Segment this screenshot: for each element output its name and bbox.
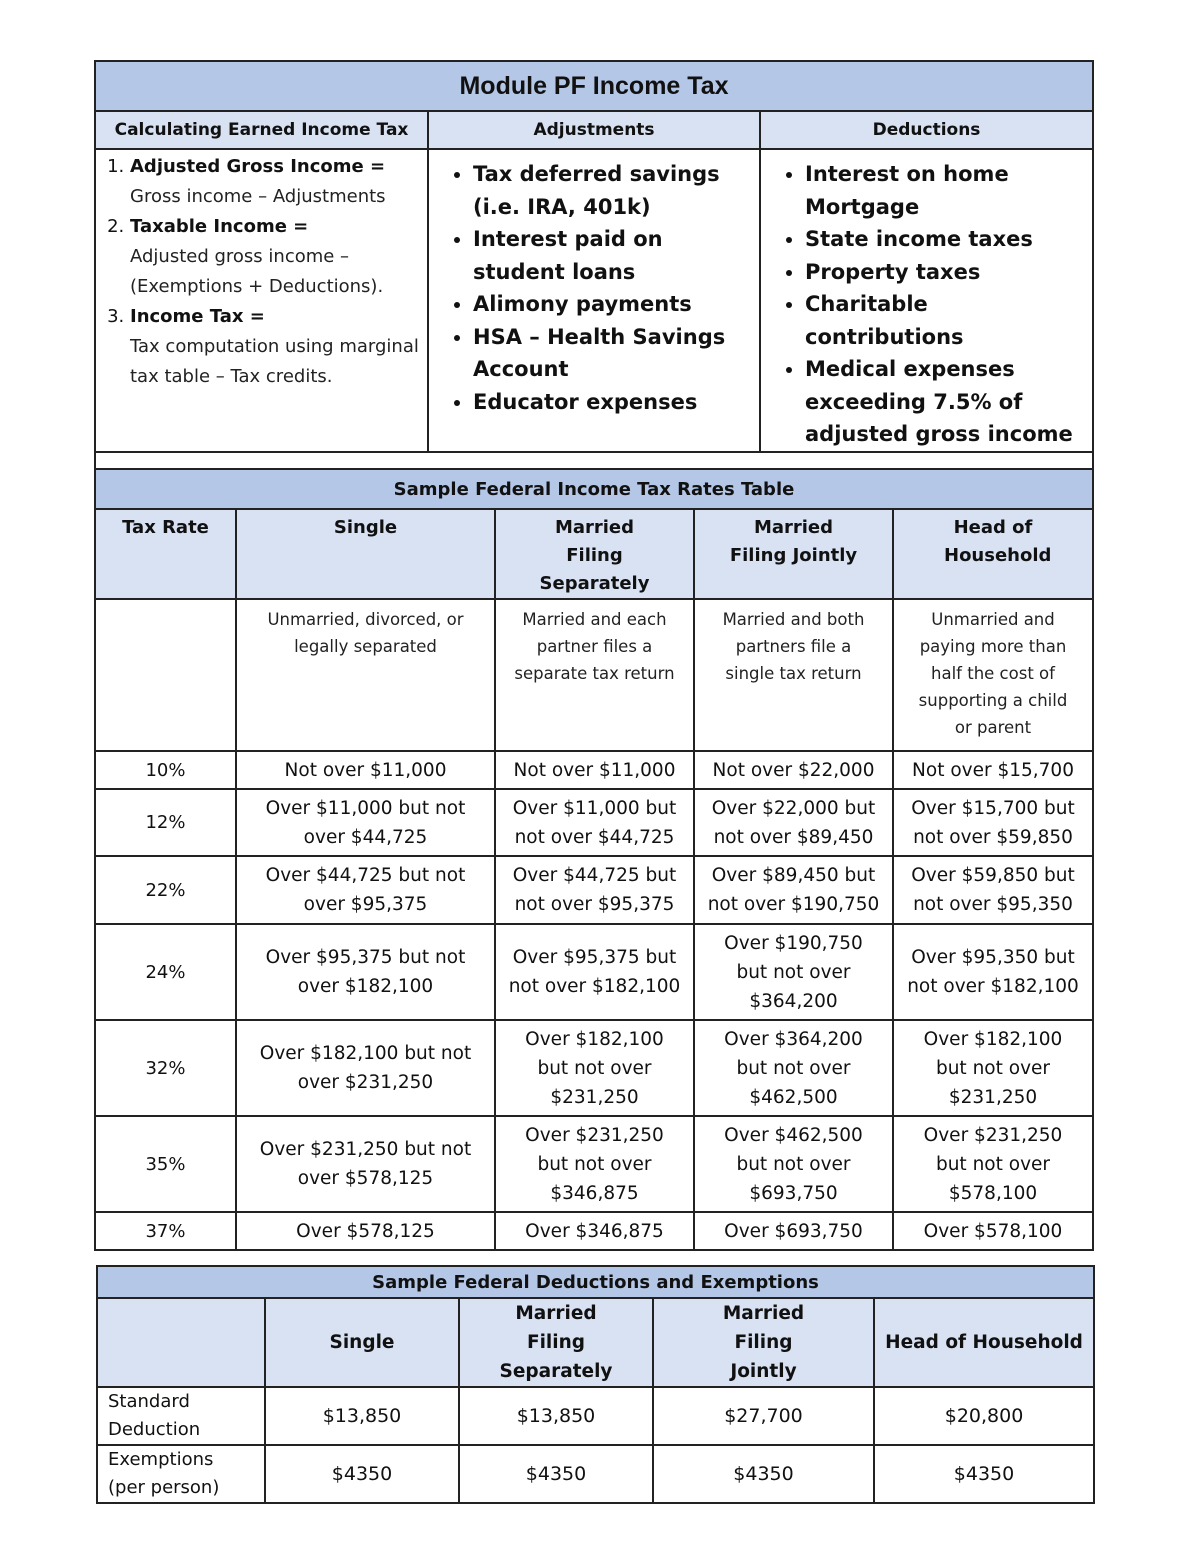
col-header-mfs [495, 509, 694, 599]
tax-rates-table [94, 468, 1094, 1251]
rate-cell: 12% [95, 789, 236, 856]
col-header-mfj [694, 509, 893, 599]
col-header-hoh-text: Head of Household [944, 517, 1052, 566]
step-title: 1. Adjusted Gross Income = [130, 156, 386, 177]
adjustment-item: • HSA – Health Savings Account [473, 321, 759, 386]
step-item [130, 152, 427, 212]
deductions-cell [760, 149, 1093, 452]
col-header-tax-rate: Tax Rate [95, 509, 236, 599]
bracket-text: Over $44,725 but not over $95,375 [512, 865, 677, 915]
bracket-cell [236, 856, 495, 924]
description-text: Unmarried and paying more than half the cost of supporting a child or parent [918, 610, 1068, 737]
table-row [95, 789, 1093, 856]
description-cell [236, 599, 495, 751]
rates-table-title: Sample Federal Income Tax Rates Table [95, 469, 1093, 509]
adjustment-item: • Alimony payments [473, 288, 759, 321]
value-cell: $13,850 [265, 1387, 459, 1445]
bracket-cell: Over $578,100 [893, 1212, 1093, 1250]
table-row [95, 1116, 1093, 1212]
deduction-item: • Medical expenses exceeding 7.5% of adjusted gross income [805, 353, 1092, 451]
table-row [97, 1387, 1094, 1445]
step-title: 3. Income Tax = [130, 306, 265, 327]
bracket-cell [236, 1116, 495, 1212]
description-cell [893, 599, 1093, 751]
bracket-cell: Over $693,750 [694, 1212, 893, 1250]
bracket-cell [893, 924, 1093, 1020]
value-cell: $20,800 [874, 1387, 1094, 1445]
row-label [97, 1387, 265, 1445]
step-item [130, 212, 427, 302]
bracket-cell [495, 1116, 694, 1212]
bracket-cell [495, 1020, 694, 1116]
step-detail: Gross income – Adjustments [130, 186, 386, 207]
bracket-cell [495, 924, 694, 1020]
description-cell [495, 599, 694, 751]
bracket-cell: Over $578,125 [236, 1212, 495, 1250]
deductions-table-title: Sample Federal Deductions and Exemptions [97, 1266, 1094, 1298]
description-text: Married and both partners file a single tax return [722, 610, 865, 683]
step-detail: Tax computation using marginal tax table – Tax credits. [130, 336, 419, 387]
row-label-text: Exemptions (per person) [108, 1449, 220, 1498]
col-header-mfj-text: Married Filing Jointly [729, 517, 858, 566]
bracket-text: Over $190,750 but not over $364,200 [724, 932, 863, 1012]
bracket-cell [694, 856, 893, 924]
value-cell: $4350 [265, 1445, 459, 1503]
bracket-cell [694, 789, 893, 856]
bracket-cell [893, 856, 1093, 924]
col-header-blank [97, 1298, 265, 1387]
bracket-text: Over $231,250 but not over $578,125 [259, 1139, 472, 1189]
rate-cell: 24% [95, 924, 236, 1020]
header-calculating: Calculating Earned Income Tax [95, 111, 428, 149]
bracket-cell [236, 789, 495, 856]
deductions-exemptions-table [96, 1265, 1095, 1504]
table-row [95, 924, 1093, 1020]
bracket-text: Over $95,375 but not over $182,100 [265, 947, 466, 997]
description-cell [694, 599, 893, 751]
bracket-cell: Over $346,875 [495, 1212, 694, 1250]
col-header-mfj-text: Married Filing Jointly [722, 1303, 805, 1382]
value-cell: $13,850 [459, 1387, 653, 1445]
row-label-text: Standard Deduction [108, 1391, 201, 1440]
col-header-mfs [459, 1298, 653, 1387]
header-adjustments: Adjustments [428, 111, 760, 149]
value-cell: $4350 [459, 1445, 653, 1503]
bracket-cell: Not over $15,700 [893, 751, 1093, 789]
bracket-text: Over $11,000 but not over $44,725 [265, 797, 466, 848]
adjustments-cell [428, 149, 760, 452]
bracket-text: Over $95,350 but not over $182,100 [907, 947, 1079, 997]
col-header-mfs-text: Married Filing Separately [539, 517, 650, 594]
bracket-cell [495, 856, 694, 924]
adjustment-item: • Educator expenses [473, 386, 759, 419]
bracket-cell [893, 1020, 1093, 1116]
step-title: 2. Taxable Income = [130, 216, 309, 237]
deduction-item: • Interest on home Mortgage [805, 158, 1092, 223]
adjustments-list [429, 158, 759, 418]
rate-cell: 37% [95, 1212, 236, 1250]
bracket-text: Over $182,100 but not over $231,250 [259, 1043, 472, 1093]
bracket-cell [893, 1116, 1093, 1212]
bracket-cell [893, 789, 1093, 856]
bracket-text: Over $44,725 but not over $95,375 [265, 865, 466, 915]
value-cell: $27,700 [653, 1387, 874, 1445]
bracket-cell [236, 924, 495, 1020]
bracket-text: Over $11,000 but not over $44,725 [512, 797, 677, 848]
bracket-cell [236, 1020, 495, 1116]
calculation-steps [96, 152, 427, 392]
deduction-item: • State income taxes [805, 223, 1092, 256]
col-header-mfs-text: Married Filing Separately [499, 1303, 613, 1382]
rate-cell: 35% [95, 1116, 236, 1212]
bracket-cell: Not over $11,000 [236, 751, 495, 789]
bracket-text: Over $59,850 but not over $95,350 [911, 865, 1075, 915]
header-deductions: Deductions [760, 111, 1093, 149]
module-title: Module PF Income Tax [95, 61, 1093, 111]
col-header-single: Single [236, 509, 495, 599]
table-row [95, 751, 1093, 789]
adjustment-item: • Tax deferred savings (i.e. IRA, 401k) [473, 158, 759, 223]
rate-cell: 32% [95, 1020, 236, 1116]
bracket-text: Over $89,450 but not over $190,750 [707, 865, 880, 915]
bracket-cell [694, 1020, 893, 1116]
bracket-cell [694, 1116, 893, 1212]
bracket-text: Over $15,700 but not over $59,850 [911, 797, 1075, 848]
rate-cell: 10% [95, 751, 236, 789]
rate-cell: 22% [95, 856, 236, 924]
table-row [95, 1020, 1093, 1116]
bracket-text: Over $231,250 but not over $346,875 [525, 1124, 664, 1204]
description-cell [95, 599, 236, 751]
overview-table [94, 60, 1094, 495]
bracket-cell: Not over $22,000 [694, 751, 893, 789]
table-row [95, 856, 1093, 924]
description-text: Unmarried, divorced, or legally separated [267, 610, 464, 656]
bracket-text: Over $364,200 but not over $462,500 [724, 1028, 863, 1108]
table-row [97, 1445, 1094, 1503]
col-header-single: Single [265, 1298, 459, 1387]
deductions-list [761, 158, 1092, 451]
adjustment-item: • Interest paid on student loans [473, 223, 759, 288]
calculation-steps-cell [95, 149, 428, 452]
col-header-hoh: Head of Household [874, 1298, 1094, 1387]
step-item [130, 302, 427, 392]
bracket-text: Over $95,375 but not over $182,100 [508, 947, 681, 997]
bracket-text: Over $231,250 but not over $578,100 [923, 1124, 1063, 1204]
col-header-mfj [653, 1298, 874, 1387]
col-header-hoh [893, 509, 1093, 599]
value-cell: $4350 [653, 1445, 874, 1503]
step-detail: Adjusted gross income – (Exemptions + Deductions). [130, 246, 384, 297]
description-text: Married and each partner files a separate tax return [514, 610, 675, 683]
bracket-text: Over $462,500 but not over $693,750 [724, 1124, 863, 1204]
row-label [97, 1445, 265, 1503]
bracket-cell [694, 924, 893, 1020]
deduction-item: • Property taxes [805, 256, 1092, 289]
table-row [95, 1212, 1093, 1250]
bracket-text: Over $182,100 but not over $231,250 [923, 1028, 1063, 1108]
bracket-text: Over $182,100 but not over $231,250 [525, 1028, 664, 1108]
bracket-cell: Not over $11,000 [495, 751, 694, 789]
bracket-text: Over $22,000 but not over $89,450 [711, 797, 876, 848]
deduction-item: • Charitable contributions [805, 288, 1092, 353]
bracket-cell [495, 789, 694, 856]
value-cell: $4350 [874, 1445, 1094, 1503]
filing-status-descriptions [95, 599, 1093, 751]
